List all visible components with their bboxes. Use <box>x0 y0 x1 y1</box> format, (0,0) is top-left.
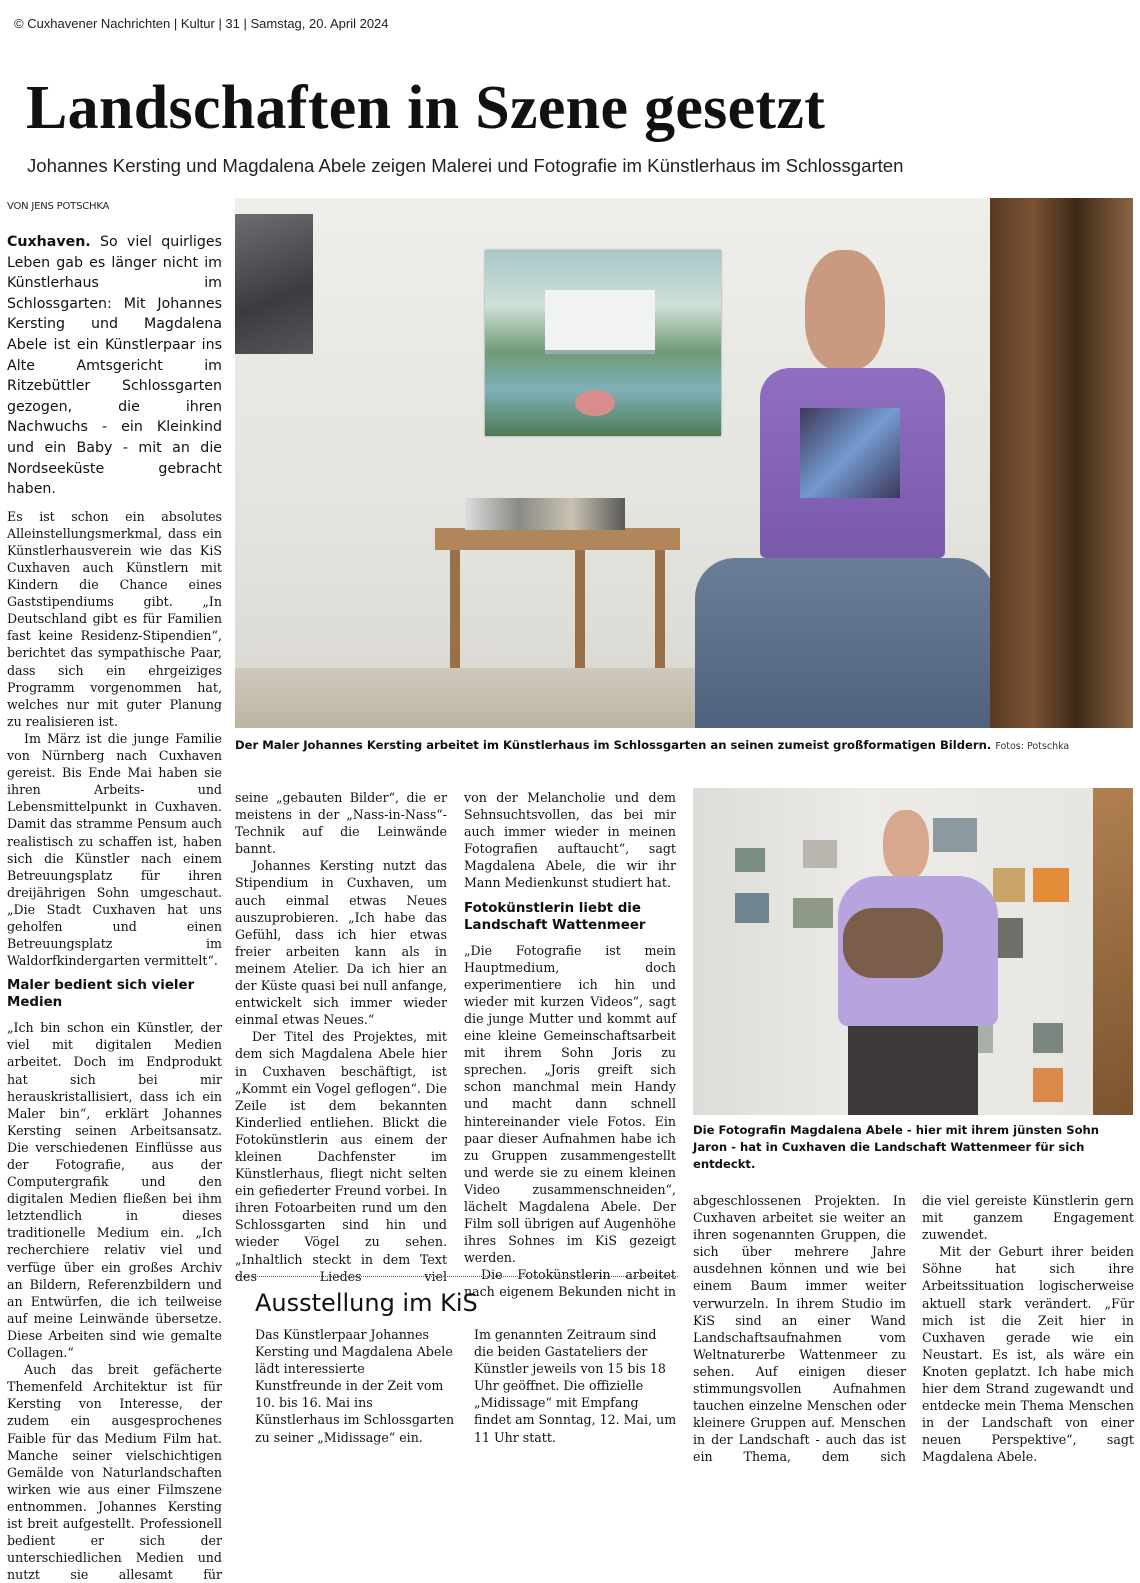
body-paragraph: Auch das breit gefächerte Themenfeld Architektur ist für Kersting von Interesse, der zudem ein ausgesprochenes Faible für das Medium Film hat. Manche seiner vielschichtigen Gemälde von Naturlandschaften wirken wie aus einer Filmszene entnommen. Johannes Kersting ist breit aufgestellt. Professionell bedient er sich der unterschiedlichen Medien und nutzt sie allesamt für <box>7 1362 222 1583</box>
staircase <box>1093 788 1133 1115</box>
info-box-text-1: Das Künstlerpaar Johannes Kersting und Magdalena Abele lädt interessierte Kunstfreunde in der Zeit vom 10. bis 16. Mai ins Künstlerhaus im Schlossgarten zu seiner „Midissage“ ein. <box>255 1327 455 1445</box>
info-box-divider <box>235 1276 678 1277</box>
table-top <box>435 528 680 550</box>
byline: VON JENS POTSCHKA <box>7 201 110 212</box>
lead-text: So viel quirliges Leben gab es länger nicht im Künstlerhaus im Schlossgarten: Mit Johannes Kersting und Magdalena Abele ist ein Künstlerpaar ins Alte Amtsgericht im Ritzebüttler Schlossgarten gezogen, die ihren Nachwuchs - ein Kleinkind und ein Baby - mit an die Nordseeküste gebracht haben. <box>7 234 222 498</box>
wall-photo <box>793 898 833 928</box>
paint-supplies <box>465 498 625 530</box>
easel <box>990 198 1133 728</box>
section-subheading: Fotokünstlerin liebt die Landschaft Wattenmeer <box>464 900 646 933</box>
section-subheading: Maler bedient sich vieler Medien <box>7 978 195 1011</box>
subheadline: Johannes Kersting und Magdalena Abele zeigen Malerei und Fotografie im Künstlerhaus im Schlossgarten <box>27 155 904 176</box>
body-paragraph: abgeschlossenen Projekten. In Cuxhaven arbeitet sie weiter an ihren sogenannten Gruppen, die sich über mehrere Jahre ausdehnen können und wie bei einem Baum immer weiter verwurzeln. In ihrem Studio im KiS sind an einer Wand Landschaftsaufnahmen vom Weltnaturerbe Wattenmeer zu sehen. Auf einigen dieser stimmungsvollen Aufnahmen tauchen einzelne Menschen oder kleinere Gruppen auf. Menschen in der Landschaft - auch das ist ein Thema, dem sich <box>693 1193 906 1465</box>
body-paragraph: Es ist schon ein absolutes Alleinstellungsmerkmal, dass ein Künstlerhausverein wie das KiS Cuxhaven auch Künstlern mit Kindern die Chance eines Gaststipendiums gibt. „In Deutschland gibt es für Familien fast keine Residenz-Stipendien“, berichtet das sympathische Paar, dass sich ein ehrgeiziges Programm vorgenommen hat, welches nur mit guter Planung zu realisieren ist. <box>7 508 222 729</box>
photo-caption-1 <box>235 737 1135 755</box>
wall-photo <box>1033 1068 1063 1102</box>
article-column-1 <box>7 232 222 1583</box>
body-paragraph: seine „gebauten Bilder“, die er meistens in der „Nass-in-Nass“-Technik auf die Leinwände bannt. <box>235 790 447 857</box>
wall-photo <box>933 818 977 852</box>
painter-jeans <box>695 558 995 728</box>
wall-photo <box>735 893 769 923</box>
article-column-5 <box>922 1192 1134 1466</box>
body-paragraph: Johannes Kersting nutzt das Stipendium in Cuxhaven, um auch einmal etwas Neues auszuprobieren. „Ich habe das Gefühl, dass ich hier etwas freier arbeiten kann als in meinem Atelier. Da ich hier an der Küste quasi bei null anfange, entwickelt sich immer wieder einmal etwas Neues.“ <box>235 858 447 1028</box>
body-paragraph: Der Titel des Projektes, mit dem sich Magdalena Abele hier in Cuxhaven beschäftigt, ist „Kommt ein Vogel geflogen“. Die Zeile ist dem bekannten Kinderlied entliehen. Blickt die Fotokünstlerin aus einem der kleinen Dachfenster im Künstlerhaus, fliegt nicht selten ein gefiederter Freund vorbei. In ihren Fotoarbeiten rund um den Schlossgarten sind hin und wieder Vögel zu sehen. „Inhaltlich steckt in dem Text des Liedes viel <box>235 1029 447 1284</box>
body-paragraph: „Ich bin schon ein Künstler, der viel mit digitalen Medien arbeitet. Doch im Endprodukt hat sich bei mir herauskristallisiert, dass ich ein Maler bin“, erklärt Johannes Kersting seinen Arbeitsansatz. Die verschiedenen Einflüsse aus der Fotografie, aus der Computergrafik und den digitalen Medien fließen bei ihm letztendlich in dieses traditionelle Medium ein. „Ich recherchiere relativ viel und verfüge über ein großes Archiv an Bildern, Referenzbildern und an Entwürfen, die ich teilweise auf meine Leinwände übersetze. Diese Arbeiten sind wie gemalte Collagen.“ <box>7 1020 222 1361</box>
wall-photo <box>993 868 1025 902</box>
body-paragraph: die viel gereiste Künstlerin gern mit ganzem Engagement zuwendet. <box>922 1193 1134 1243</box>
baby <box>843 908 943 978</box>
article-column-4 <box>693 1192 906 1466</box>
info-box-text-2: Im genannten Zeitraum sind die beiden Gastateliers der Künstler jeweils von 15 bis 18 Uhr geöffnet. Die offizielle „Midissage“ mit Empfang findet am Sonntag, 12. Mai, um 11 Uhr statt. <box>474 1327 677 1445</box>
photographer-head <box>883 810 929 880</box>
body-paragraph: Die Fotokünstlerin arbeitet nach eigenem Bekunden nicht in <box>464 1267 676 1300</box>
source-line: © Cuxhavener Nachrichten | Kultur | 31 | Samstag, 20. April 2024 <box>14 16 389 31</box>
landscape-painting <box>485 250 721 436</box>
photo-credit: Fotos: Potschka <box>995 741 1070 752</box>
body-paragraph: „Die Fotografie ist mein Hauptmedium, doch experimentiere ich hin und wieder mit kurzen Videos“, sagt die junge Mutter und kommt auf eine kleine Gemeinschaftsarbeit mit ihrem Sohn Joris zu sprechen. „Joris greift sich schon manchmal mein Handy und macht dann schnell hintereinander viele Fotos. Ein paar dieser Aufnahmen habe ich zu Gruppen zusammengestellt und werde sie zu einem kleinen Video zusammenschneiden“, lächelt Magdalena Abele. Der Film soll übrigen auf Augenhöhe ihres Sohnes im KiS gezeigt werden. <box>464 942 676 1266</box>
wall-photo <box>1033 868 1069 902</box>
painter-head <box>805 250 885 370</box>
wall-photo <box>803 840 837 868</box>
wall-photo <box>1033 1023 1063 1053</box>
photo-caption-2: Die Fotografin Magdalena Abele - hier mit ihrem jünsten Sohn Jaron - hat in Cuxhaven die Landschaft Wattenmeer für sich entdeckt. <box>693 1123 1100 1171</box>
info-box-title: Ausstellung im KiS <box>255 1289 478 1317</box>
photo-painter-studio <box>235 198 1133 728</box>
headline: Landschaften in Szene gesetzt <box>26 74 826 142</box>
article-column-2 <box>235 789 447 1285</box>
caption-text: Der Maler Johannes Kersting arbeitet im Künstlerhaus im Schlossgarten an seinen zumeist großformatigen Bildern. <box>235 738 992 752</box>
body-paragraph: Mit der Geburt ihrer beiden Söhne hat sich ihre Arbeitssituation logischerweise aktuell stark verändert. „Für mich ist die Zeit hier in Cuxhaven gerade wie ein Neustart. Es ist, als wäre ein Knoten geplatzt. Ich habe mich hier dem Strand zugewandt und entdecke mein Thema Menschen in der Landschaft von einer neuen Perspektive“, sagt Magdalena Abele. <box>922 1244 1134 1465</box>
body-paragraph: von der Melancholie und dem Sehnsuchtsvollen, das bei mir auch immer wieder in meinen Fotografien auftaucht“, sagt Magdalena Abele, die wir ihr Mann Medienkunst studiert hat. <box>464 790 676 891</box>
dateline: Cuxhaven. <box>7 234 91 250</box>
photographer-trousers <box>848 1026 978 1115</box>
article-column-3 <box>464 789 676 1301</box>
wall-photo <box>735 848 765 872</box>
body-paragraph: Im März ist die junge Familie von Nürnberg nach Cuxhaven gereist. Bis Ende Mai haben sie ihren Arbeits- und Lebensmittelpunkt in Cuxhaven. Damit das stramme Pensum auch realistisch zu schaffen ist, haben sich die Künstler nach einem Betreuungsplatz für ihren dreijährigen Sohn umgeschaut. „Die Stadt Cuxhaven hat uns geholfen und einen Betreuungsplatz im Waldorfkindergarten vermittelt“. <box>7 730 222 969</box>
portrait-painting <box>235 214 313 354</box>
painter-shirt <box>760 368 945 558</box>
lead-paragraph <box>7 232 222 500</box>
photo-photographer-baby <box>693 788 1133 1115</box>
